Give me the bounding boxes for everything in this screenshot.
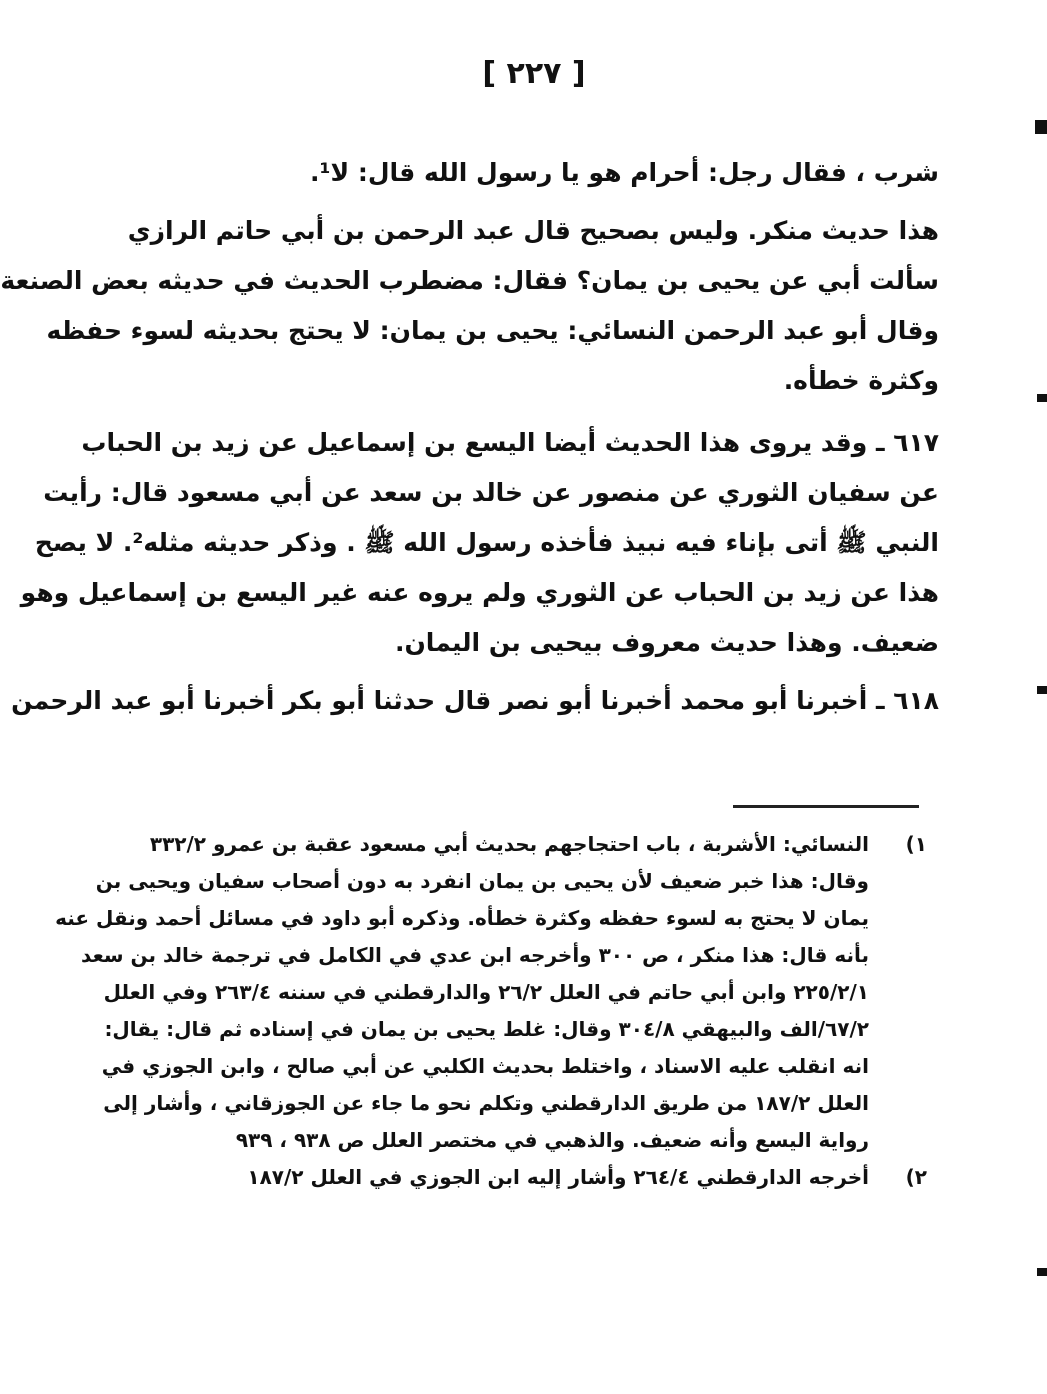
footnote-line: وقال: هذا خبر ضعيف لأن يحيى بن يمان انفرد به دون أصحاب سفيان ويحيى بن (95, 869, 869, 893)
footnote-line: انه انقلب عليه الاسناد ، واختلط بحديث الكلبي عن أبي صالح ، وابن الجوزي في (101, 1054, 869, 1078)
scan-mark (1035, 120, 1047, 134)
text-line: هذا حديث منكر. وليس بصحيح قال عبد الرحمن بن أبي حاتم الرازي (127, 216, 939, 245)
page-number: [ ٢٢٧ ] (482, 56, 586, 91)
main-text-body (0, 148, 939, 726)
footnote-separator (733, 805, 919, 808)
text-line: عن سفيان الثوري عن منصور عن خالد بن سعد عن أبي مسعود قال: رأيت (43, 478, 939, 507)
text-line: وكثرة خطأه. (783, 366, 939, 395)
scan-mark (1037, 394, 1047, 402)
text-line: شرب ، فقال رجل: أحرام هو يا رسول الله قال: لا¹. (310, 158, 939, 187)
text-line: سألت أبي عن يحيى بن يمان؟ فقال: مضطرب الحديث في حديثه بعض الصنعة (0, 266, 939, 295)
text-line: ٦١٨ ـ أخبرنا أبو محمد أخبرنا أبو نصر قال حدثنا أبو بكر أخبرنا أبو عبد الرحمن (11, 686, 939, 715)
footnote-number: ٢) (905, 1165, 927, 1189)
footnote-line: أخرجه الدارقطني ٢٦٤/٤ وأشار إليه ابن الجوزي في العلل ١٨٧/٢ (247, 1165, 869, 1189)
footnote-line: رواية اليسع وأنه ضعيف. والذهبي في مختصر العلل ص ٩٣٨ ، ٩٣٩ (235, 1128, 869, 1152)
footnote-line: ٢٢٥/٢/١ وابن أبي حاتم في العلل ٢٦/٢ والدارقطني في سننه ٢٦٣/٤ وفي العلل (103, 980, 869, 1004)
footnote-line: ٦٧/٢/الف والبيهقي ٣٠٤/٨ وقال: غلط يحيى بن يمان في إسناده ثم قال: يقال: (104, 1017, 869, 1041)
text-line: ٦١٧ ـ وقد يروى هذا الحديث أيضا اليسع بن إسماعيل عن زيد بن الحباب (81, 428, 939, 457)
footnote-line: يمان لا يحتج به لسوء حفظه وكثرة خطأه. وذكره أبو داود في مسائل أحمد ونقل عنه (55, 906, 869, 930)
footnote-number: ١) (905, 832, 927, 856)
footnote-1 (55, 826, 927, 1159)
footnote-line: بأنه قال: هذا منكر ، ص ٣٠٠ وأخرجه ابن عدي في الكامل في ترجمة خالد بن سعد (81, 943, 869, 967)
footnote-line: العلل ١٨٧/٢ من طريق الدارقطني وتكلم نحو ما جاء عن الجوزقاني ، وأشار إلى (103, 1091, 869, 1115)
footnote-line: النسائي: الأشربة ، باب احتجاجهم بحديث أبي مسعود عقبة بن عمرو ٣٣٢/٢ (149, 832, 869, 856)
footnote-2 (207, 1159, 927, 1196)
text-line: هذا عن زيد بن الحباب عن الثوري ولم يروه عنه غير اليسع بن إسماعيل وهو (20, 578, 939, 607)
footnotes (55, 826, 927, 1196)
text-line: النبي ﷺ أتى بإناء فيه نبيذ فأخذه رسول الله ﷺ . وذكر حديثه مثله². لا يصح (34, 528, 939, 557)
scan-mark (1037, 686, 1047, 694)
text-line: ضعيف. وهذا حديث معروف بيحيى بن اليمان. (394, 628, 939, 657)
text-line: وقال أبو عبد الرحمن النسائي: يحيى بن يمان: لا يحتج بحديثه لسوء حفظه (46, 316, 939, 345)
scan-mark (1037, 1268, 1047, 1276)
